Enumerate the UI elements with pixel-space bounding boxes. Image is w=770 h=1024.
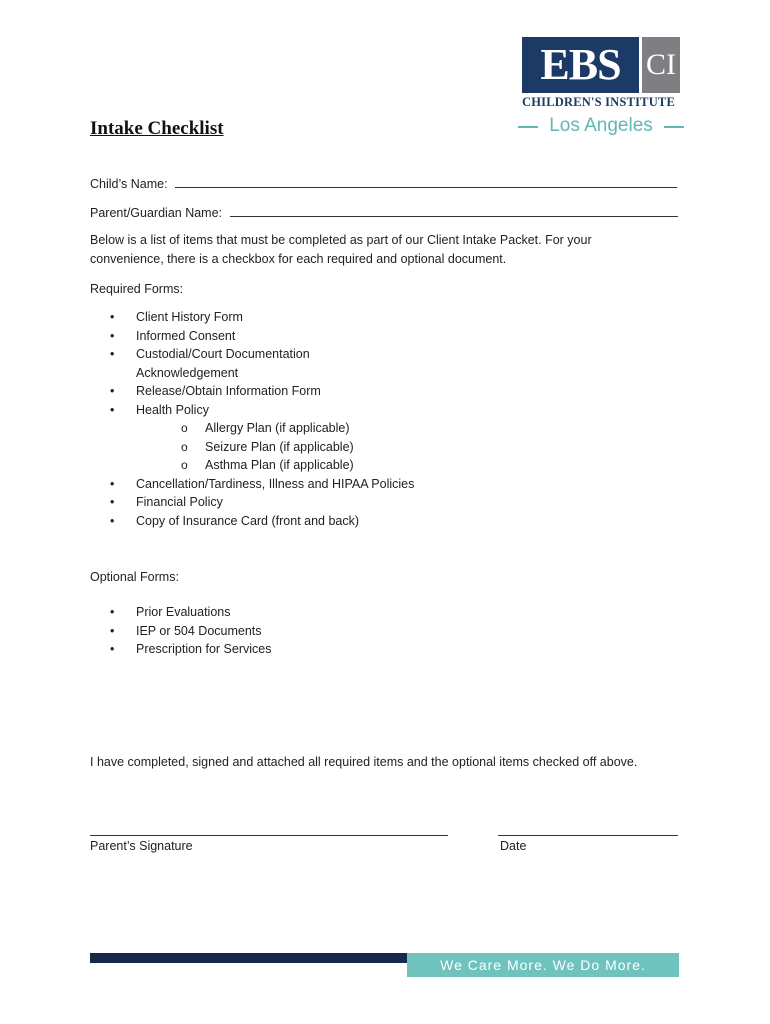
required-item-label: Custodial/Court Documentation Acknowledgement <box>136 347 310 380</box>
required-item-label: Informed Consent <box>136 328 236 343</box>
required-item-label: Client History Form <box>136 310 243 324</box>
required-list <box>110 308 466 530</box>
parent-name-row <box>90 203 678 222</box>
required-item-label: Cancellation/Tardiness, Illness and HIPAA Policies <box>136 476 415 491</box>
intro-paragraph: Below is a list of items that must be completed as part of our Client Intake Packet. For your convenience, there is a checkbox for each required and optional document. <box>90 233 592 266</box>
list-item <box>110 622 466 641</box>
list-item <box>110 640 466 659</box>
bullet-icon: • <box>110 402 115 417</box>
list-item <box>110 475 466 494</box>
required-item-label: Health Policy <box>136 402 209 417</box>
optional-item-label: Prescription for Services <box>136 642 272 656</box>
parent-signature-field[interactable] <box>90 834 448 836</box>
circle-bullet-icon: o <box>181 439 188 454</box>
bullet-icon: • <box>110 495 115 509</box>
required-heading: Required Forms: <box>90 282 184 296</box>
parent-name-label: Parent/Guardian Name: <box>90 206 223 220</box>
footer-bar <box>90 953 408 963</box>
logo-ci-text: CI <box>642 37 680 93</box>
bullet-icon: • <box>110 605 115 619</box>
logo-dash-left <box>518 126 538 128</box>
completion-statement: I have completed, signed and attached all required items and the optional items checked off above. <box>90 755 638 769</box>
list-item <box>110 603 466 622</box>
optional-list <box>110 603 466 659</box>
circle-bullet-icon: o <box>181 421 188 435</box>
sub-list-item <box>159 419 465 438</box>
required-item-label: Release/Obtain Information Form <box>136 384 321 398</box>
sub-item-label: Seizure Plan (if applicable) <box>205 439 354 454</box>
logo-city <box>518 115 684 137</box>
bullet-icon: • <box>110 347 115 361</box>
list-item <box>110 401 466 475</box>
list-item <box>110 493 466 512</box>
sub-list-item <box>159 438 465 457</box>
list-item <box>110 327 466 346</box>
bullet-icon: • <box>110 310 115 324</box>
sub-item-label: Asthma Plan (if applicable) <box>205 458 354 472</box>
bullet-icon: • <box>110 476 115 491</box>
date-field[interactable] <box>498 834 678 836</box>
list-item <box>110 345 346 382</box>
optional-item-label: Prior Evaluations <box>136 605 231 619</box>
parent-signature-label: Parent’s Signature <box>90 839 193 853</box>
logo-mark <box>522 37 680 93</box>
health-sub-list <box>136 419 466 475</box>
bullet-icon: • <box>110 513 115 528</box>
bullet-icon: • <box>110 623 115 638</box>
parent-name-field[interactable] <box>230 203 678 217</box>
footer-tagline: We Care More. We Do More. <box>407 953 679 977</box>
bullet-icon: • <box>110 328 115 343</box>
required-item-label: Copy of Insurance Card (front and back) <box>136 513 360 528</box>
child-name-field[interactable] <box>175 174 677 188</box>
child-name-row <box>90 174 677 193</box>
optional-item-label: IEP or 504 Documents <box>136 623 262 638</box>
child-name-label: Child’s Name: <box>90 177 168 191</box>
sub-item-label: Allergy Plan (if applicable) <box>205 421 350 435</box>
list-item <box>110 382 466 401</box>
logo-ebs-text: EBS <box>522 37 639 93</box>
list-item <box>110 308 466 327</box>
page-title: Intake Checklist <box>90 118 224 139</box>
logo-dash-right <box>664 126 684 128</box>
logo-subtitle: CHILDREN'S INSTITUTE <box>522 95 676 109</box>
sub-list-item <box>159 456 465 475</box>
required-item-label: Financial Policy <box>136 495 223 509</box>
bullet-icon: • <box>110 384 115 398</box>
list-item <box>110 512 466 531</box>
optional-heading: Optional Forms: <box>90 570 179 584</box>
date-label: Date <box>500 839 527 853</box>
logo-city-text: Los Angeles <box>549 115 653 136</box>
circle-bullet-icon: o <box>181 458 188 472</box>
bullet-icon: • <box>110 642 115 656</box>
